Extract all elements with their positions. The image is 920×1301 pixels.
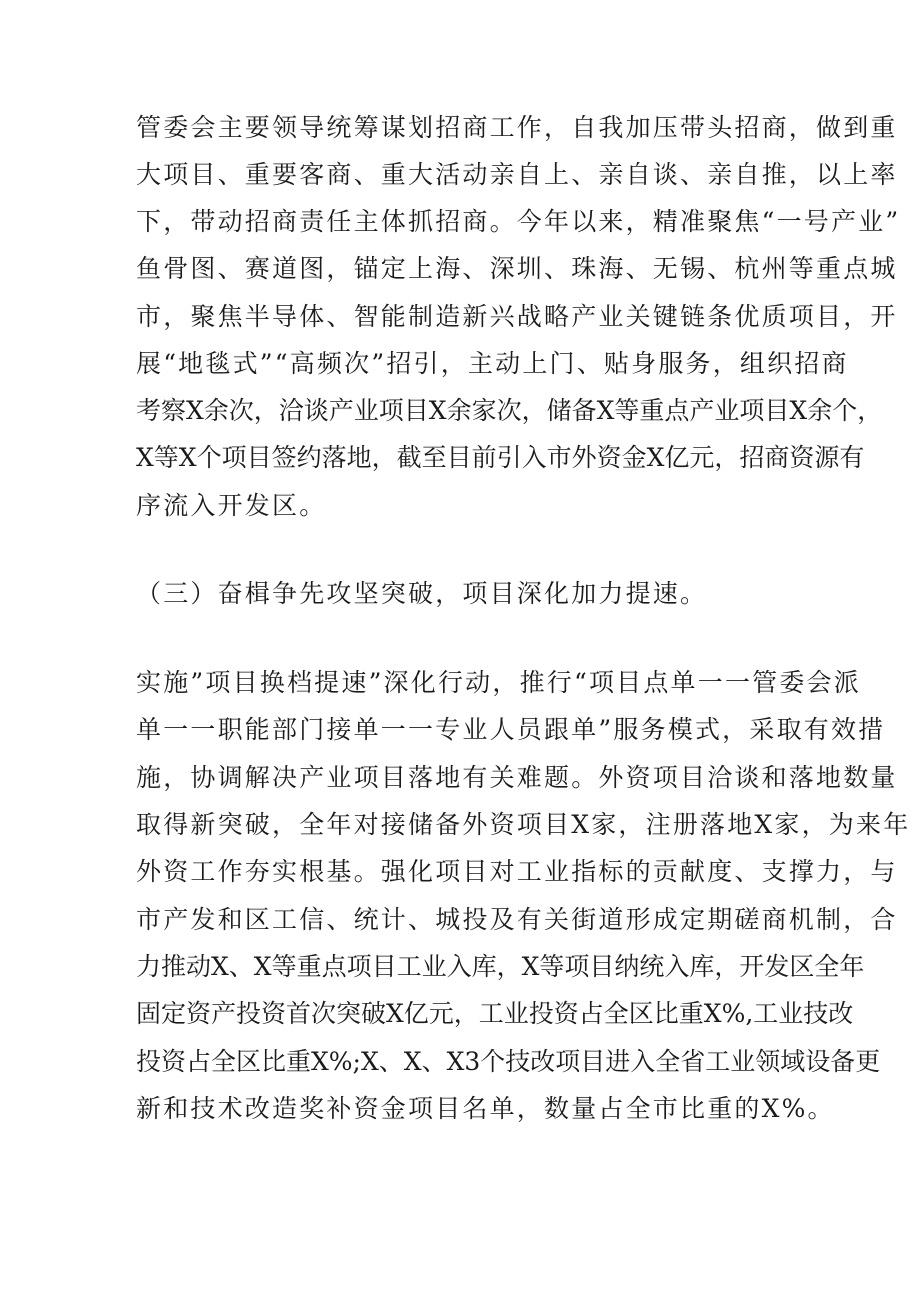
text-line: 固定资产投资首次突破X亿元，工业投资占全区比重X%,工业技改 xyxy=(136,999,854,1028)
text-line: 投资占全区比重X%;X、X、X3个技改项目进入全省工业领域设备更 xyxy=(136,1047,881,1076)
text-line: 新和技术改造奖补资金项目名单，数量占全市比重的X%。 xyxy=(136,1094,835,1123)
text-line: 施，协调解决产业项目落地有关难题。外资项目洽谈和落地数量 xyxy=(136,763,898,792)
text-line: 序流入开发区。 xyxy=(136,491,327,520)
text-line: X等X个项目签约落地，截至目前引入市外资金X亿元，招商资源有 xyxy=(136,443,865,472)
text-line: 大项目、重要客商、重大活动亲自上、亲自谈、亲自推，以上率 xyxy=(136,160,898,189)
text-line: 力推动X、X等重点项目工业入库，X等项目纳统入库，开发区全年 xyxy=(136,952,865,981)
text-line: 取得新突破，全年对接储备外资项目X家，注册落地X家，为来年 xyxy=(136,810,911,839)
text-line: 市，聚焦半导体、智能制造新兴战略产业关键链条优质项目，开 xyxy=(136,302,898,331)
text-line: 鱼骨图、赛道图，锚定上海、深圳、珠海、无锡、杭州等重点城 xyxy=(136,254,898,283)
section-heading: （三）奋楫争先攻坚突破，项目深化加力提速。 xyxy=(136,579,708,608)
text-line: 考察X余次，洽谈产业项目X余家次，储备X等重点产业项目X余个， xyxy=(136,396,883,425)
text-line: 展“地毯式”“高频次”招引，主动上门、贴身服务，组织招商 xyxy=(136,349,849,378)
text-line: 下，带动招商责任主体抓招商。今年以来，精准聚焦“一号产业” xyxy=(136,207,901,236)
text-line: 外资工作夯实根基。强化项目对工业指标的贡献度、支撑力，与 xyxy=(136,857,898,886)
text-line: 单一一职能部门接单一一专业人员跟单”服务模式，采取有效措 xyxy=(136,715,886,744)
text-line: 实施”项目换档提速”深化行动，推行“项目点单一一管委会派 xyxy=(136,668,861,697)
text-line: 管委会主要领导统筹谋划招商工作，自我加压带头招商，做到重 xyxy=(136,113,898,142)
text-line: 市产发和区工信、统计、城投及有关街道形成定期磋商机制，合 xyxy=(136,905,898,934)
